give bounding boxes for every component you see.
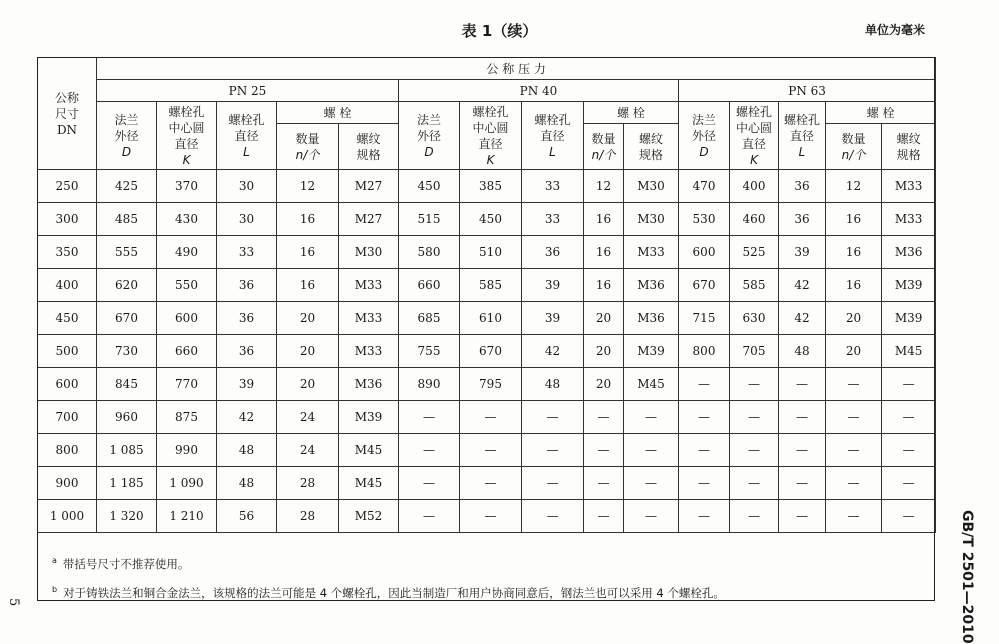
header-line: 螺栓孔 [168,104,205,119]
value-cell: — [460,434,522,467]
value-cell: 425 [97,170,157,203]
value-cell: 585 [460,269,522,302]
footnote-mark: b [52,584,58,594]
value-cell: — [826,434,882,467]
header-line: D [121,144,132,159]
bolt-header: 螺 栓 [277,102,399,124]
value-cell: 1 085 [97,434,157,467]
value-cell: 670 [97,302,157,335]
value-cell: 42 [522,335,584,368]
footnote-a [52,548,912,577]
value-cell: 39 [779,236,826,269]
value-cell: M30 [624,203,679,236]
value-cell: 1 320 [97,500,157,533]
value-cell: 36 [522,236,584,269]
standard-code: GB/T 2501—2010 [959,510,975,644]
value-cell: M36 [624,269,679,302]
value-cell: 28 [277,467,339,500]
value-cell: — [882,401,936,434]
value-cell: 16 [277,236,339,269]
value-cell: 370 [157,170,217,203]
header-line: 规格 [896,147,921,162]
value-cell: — [399,500,460,533]
dn-cell: 700 [38,401,97,434]
value-cell: — [730,467,779,500]
value-cell: — [779,434,826,467]
value-cell: — [522,401,584,434]
header-line: 中心圆 [472,120,509,135]
value-cell: — [460,467,522,500]
table-title: 表 1（续） [461,22,538,40]
value-cell: M36 [624,302,679,335]
value-cell: 48 [779,335,826,368]
header-line: 外径 [114,128,139,143]
header-line: 中心圆 [735,120,772,135]
value-cell: — [399,467,460,500]
header-line: 法兰 [114,112,139,127]
value-cell: 16 [826,236,882,269]
dn-cell: 1 000 [38,500,97,533]
value-cell: 960 [97,401,157,434]
value-cell: 20 [584,302,624,335]
header-line: D [699,144,709,159]
header-line: 数量 [295,131,320,146]
unit-label: 单位为毫米 [864,23,925,37]
value-cell: 16 [584,236,624,269]
header-line: L [549,144,556,159]
dn-cell: 450 [38,302,97,335]
value-cell: 585 [730,269,779,302]
value-cell: M45 [882,335,936,368]
value-cell: 660 [399,269,460,302]
value-cell: 39 [522,302,584,335]
dn-cell: 600 [38,368,97,401]
header-line: 尺寸 [54,106,79,121]
value-cell: 715 [679,302,730,335]
value-cell: — [679,368,730,401]
value-cell: 730 [97,335,157,368]
value-cell: M39 [339,401,399,434]
header-line: 规格 [356,147,381,162]
header-line: 螺栓孔 [735,104,772,119]
value-cell: 1 185 [97,467,157,500]
value-cell: 510 [460,236,522,269]
value-cell: — [584,401,624,434]
header-line: 数量 [841,131,866,146]
value-cell: — [730,500,779,533]
value-cell: — [460,500,522,533]
header-line: n/个 [841,147,866,162]
value-cell: 16 [826,203,882,236]
value-cell: — [730,401,779,434]
value-cell: 470 [679,170,730,203]
header-line: D [424,144,434,159]
value-cell: 36 [779,170,826,203]
value-cell: — [779,467,826,500]
header-line: 螺栓孔 [228,112,265,127]
value-cell: M39 [624,335,679,368]
dn-cell: 400 [38,269,97,302]
value-cell: 890 [399,368,460,401]
header-line: DN [56,122,78,137]
value-cell: 385 [460,170,522,203]
header-line: K [182,152,191,167]
value-cell: 485 [97,203,157,236]
value-cell: — [730,434,779,467]
dn-cell: 500 [38,335,97,368]
value-cell: M33 [882,170,936,203]
value-cell: 39 [217,368,277,401]
header-line: 数量 [591,131,616,146]
value-cell: 630 [730,302,779,335]
value-cell: — [882,500,936,533]
value-cell: M33 [624,236,679,269]
value-cell: — [779,401,826,434]
table-frame [37,57,935,601]
value-cell: 755 [399,335,460,368]
pressure-group-header: PN 40 [399,80,679,102]
value-cell: 36 [217,335,277,368]
value-cell: 20 [826,335,882,368]
footnote-text: 对于铸铁法兰和铜合金法兰，该规格的法兰可能是 4 个螺栓孔，因此当制造厂和用户协商同意后，钢法兰也可以采用 4 个螺栓孔。 [63,585,725,600]
value-cell: M33 [339,335,399,368]
value-cell: 795 [460,368,522,401]
value-cell: 600 [157,302,217,335]
value-cell: 555 [97,236,157,269]
pressure-group-header: PN 63 [679,80,936,102]
header-line: n/个 [295,147,320,162]
header-line: 螺栓孔 [783,112,820,127]
value-cell: M36 [339,368,399,401]
header-line: 直径 [478,136,503,151]
value-cell: 580 [399,236,460,269]
value-cell: — [522,467,584,500]
value-cell: — [882,368,936,401]
value-cell: 36 [217,269,277,302]
value-cell: 20 [277,335,339,368]
value-cell: 20 [826,302,882,335]
value-cell: 490 [157,236,217,269]
value-cell: 600 [679,236,730,269]
value-cell: — [522,434,584,467]
value-cell: M45 [339,434,399,467]
header-line: L [798,144,806,159]
value-cell: 24 [277,434,339,467]
value-cell: 705 [730,335,779,368]
value-cell: 450 [399,170,460,203]
value-cell: 36 [217,302,277,335]
value-cell: 42 [779,302,826,335]
header-line: 螺纹 [896,131,921,146]
value-cell: 610 [460,302,522,335]
footnotes [52,548,912,606]
value-cell: 515 [399,203,460,236]
value-cell: 42 [217,401,277,434]
value-cell: 56 [217,500,277,533]
value-cell: — [399,434,460,467]
header-line: 外径 [416,128,441,143]
value-cell: M39 [882,269,936,302]
value-cell: 36 [779,203,826,236]
value-cell: 48 [217,467,277,500]
header-line: 直径 [174,136,199,151]
value-cell: — [779,500,826,533]
value-cell: — [624,401,679,434]
header-line: 螺纹 [356,131,381,146]
value-cell: 660 [157,335,217,368]
value-cell: 525 [730,236,779,269]
value-cell: — [679,500,730,533]
value-cell: — [882,467,936,500]
header-line: 直径 [234,128,259,143]
value-cell: 48 [522,368,584,401]
header-line: 法兰 [416,112,441,127]
header-line: 中心圆 [168,120,205,135]
bolt-header: 螺 栓 [584,102,679,124]
value-cell: — [826,401,882,434]
value-cell: 24 [277,401,339,434]
header-line: 螺栓孔 [534,112,571,127]
value-cell: 16 [584,269,624,302]
pressure-group-header: PN 25 [97,80,399,102]
page-number: 5 [6,598,21,607]
value-cell: 28 [277,500,339,533]
value-cell: 20 [277,368,339,401]
header-line: 公称 [54,90,79,105]
value-cell: — [624,500,679,533]
value-cell: 12 [826,170,882,203]
value-cell: 770 [157,368,217,401]
value-cell: 875 [157,401,217,434]
value-cell: M52 [339,500,399,533]
header-line: 直径 [540,128,565,143]
value-cell: M30 [339,236,399,269]
value-cell: 33 [522,203,584,236]
dn-cell: 250 [38,170,97,203]
value-cell: 16 [277,269,339,302]
value-cell: M39 [882,302,936,335]
value-cell: — [584,500,624,533]
header-line: 外径 [691,128,716,143]
value-cell: 30 [217,203,277,236]
value-cell: 845 [97,368,157,401]
value-cell: 460 [730,203,779,236]
value-cell: 20 [277,302,339,335]
value-cell: M45 [624,368,679,401]
value-cell: — [882,434,936,467]
value-cell: — [399,401,460,434]
dn-cell: 900 [38,467,97,500]
value-cell: 12 [584,170,624,203]
header-line: 螺栓孔 [472,104,509,119]
value-cell: — [624,467,679,500]
value-cell: 450 [460,203,522,236]
value-cell: 33 [217,236,277,269]
value-cell: 30 [217,170,277,203]
value-cell: M36 [882,236,936,269]
header-line: L [243,144,250,159]
value-cell: M27 [339,203,399,236]
value-cell: — [730,368,779,401]
header-line: 直径 [789,128,814,143]
footnote-b [52,577,912,606]
value-cell: — [826,368,882,401]
value-cell: 430 [157,203,217,236]
value-cell: 1 090 [157,467,217,500]
header-line: 螺纹 [638,131,663,146]
footnote-mark: a [52,556,57,565]
value-cell: 16 [584,203,624,236]
header-line: n/个 [591,147,616,162]
value-cell: 685 [399,302,460,335]
value-cell: — [679,401,730,434]
value-cell: 800 [679,335,730,368]
value-cell: 400 [730,170,779,203]
value-cell: 990 [157,434,217,467]
value-cell: — [584,467,624,500]
header-line: 法兰 [691,112,716,127]
value-cell: 16 [826,269,882,302]
value-cell: 48 [217,434,277,467]
value-cell: 550 [157,269,217,302]
value-cell: M45 [339,467,399,500]
value-cell: 39 [522,269,584,302]
value-cell: 530 [679,203,730,236]
header-line: K [750,152,758,167]
header-line: K [486,152,495,167]
footnote-text: 带括号尺寸不推荐使用。 [62,556,190,571]
value-cell: 670 [679,269,730,302]
header-line: 规格 [638,147,663,162]
value-cell: 12 [277,170,339,203]
value-cell: — [826,467,882,500]
value-cell: M33 [882,203,936,236]
dn-cell: 300 [38,203,97,236]
dn-cell: 800 [38,434,97,467]
value-cell: — [779,368,826,401]
value-cell: — [679,467,730,500]
nominal-pressure-header: 公 称 压 力 [97,58,936,80]
value-cell: 33 [522,170,584,203]
value-cell: M33 [339,269,399,302]
value-cell: — [624,434,679,467]
value-cell: 16 [277,203,339,236]
value-cell: — [522,500,584,533]
value-cell: 20 [584,335,624,368]
value-cell: 42 [779,269,826,302]
value-cell: M30 [624,170,679,203]
header-line: 直径 [741,136,766,151]
value-cell: — [826,500,882,533]
value-cell: — [679,434,730,467]
value-cell: 670 [460,335,522,368]
value-cell: M33 [339,302,399,335]
value-cell: M27 [339,170,399,203]
dn-cell: 350 [38,236,97,269]
bolt-header: 螺 栓 [826,102,936,124]
value-cell: — [584,434,624,467]
value-cell: 20 [584,368,624,401]
value-cell: — [460,401,522,434]
value-cell: 1 210 [157,500,217,533]
value-cell: 620 [97,269,157,302]
